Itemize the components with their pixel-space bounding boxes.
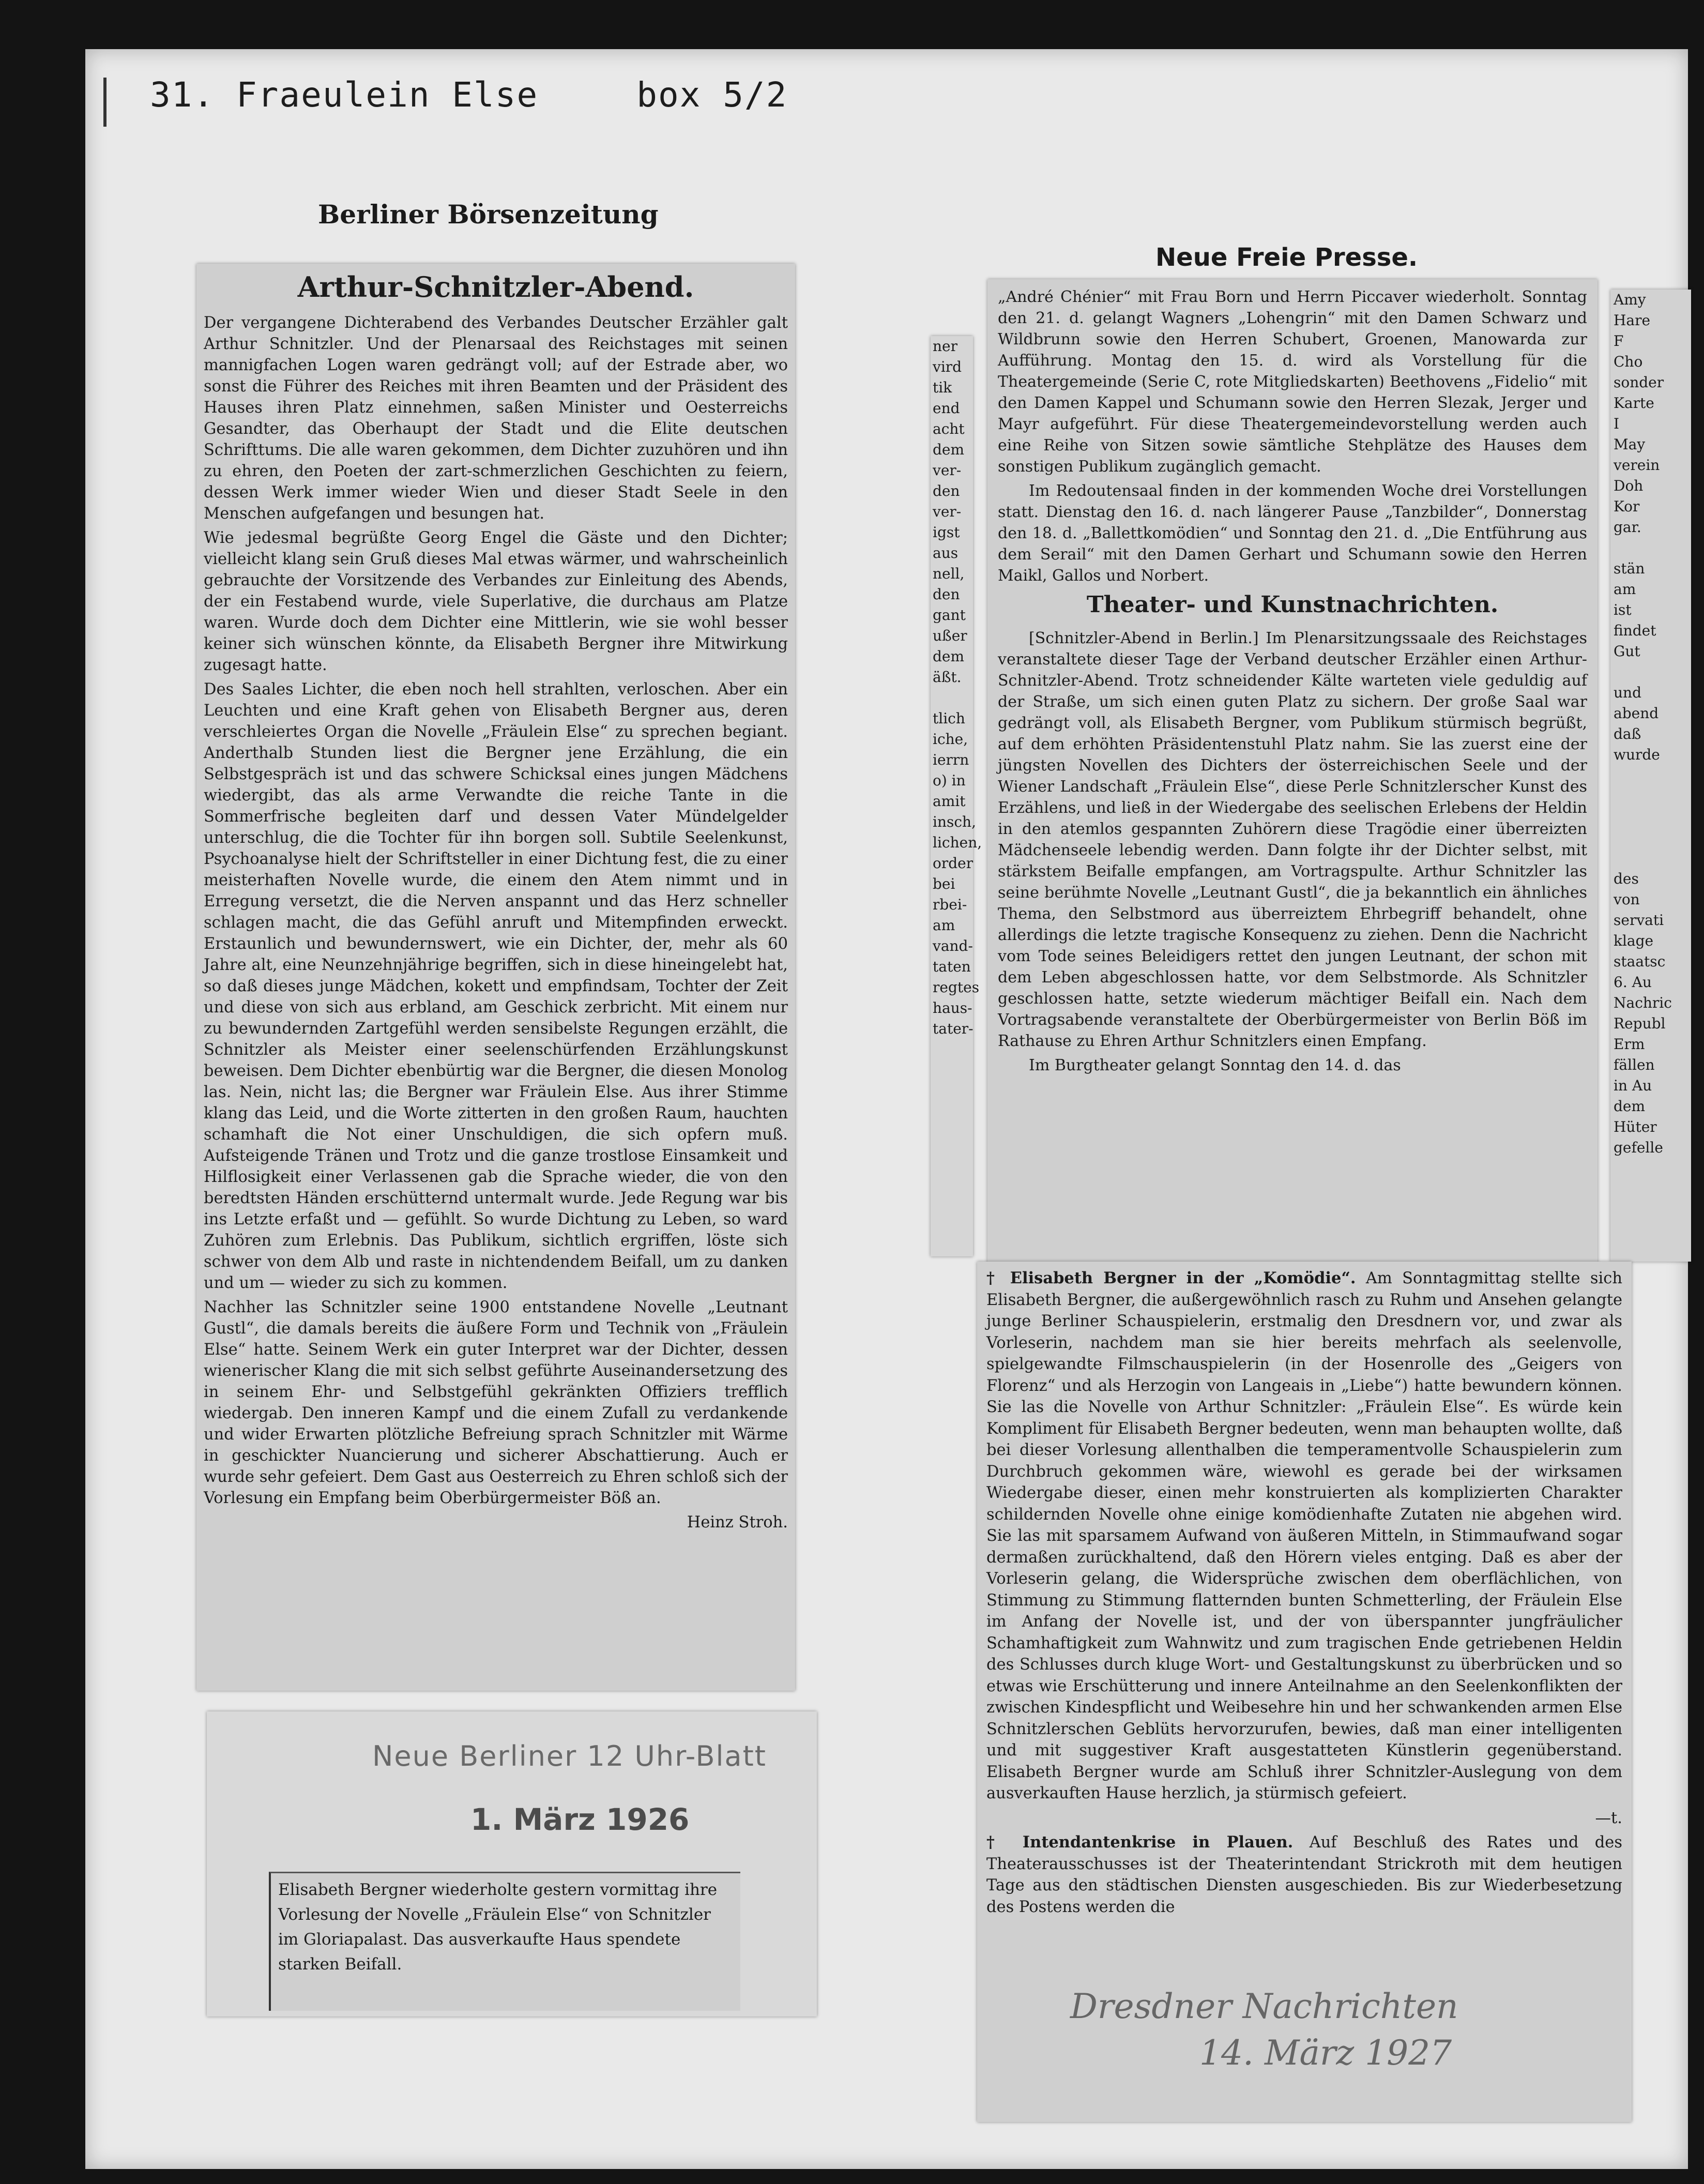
fragment-line: May — [1614, 436, 1646, 453]
fragment-line: Amy — [1614, 291, 1646, 308]
right-column-fragment — [1610, 290, 1691, 1262]
paragraph: Wie jedesmal begrüßte Georg Engel die Gäste und den Dichter; vielleicht klang sein Gruß dieses Mal etwas wärmer, und wahrscheinlich gebrauchte der Vorsitzende des Verbandes zur Einleitung des Abends, der ein Festabend wurde, viele Superlative, die durchaus am Platze waren. Wurde doch dem Dichter eine Mittlerin, wie sie wohl besser keiner sich wünschen könnte, da Elisabeth Bergner ihre Mitwirkung zugesagt hatte. — [204, 529, 788, 674]
fragment-line: dem — [933, 441, 965, 458]
fragment-line: den — [933, 482, 960, 499]
paragraph: Im Redoutensaal finden in der kommenden Woche drei Vorstellungen statt. Dienstag den 16. d. nach längerer Pause „Tanzbilder“, Donnerstag den 18. d. „Ballettkomödien“ und Sonntag den 21. d. „Die Entführung aus dem Serail“ mit den Damen Gerhart und Schumann sowie den Herren Maikl, Gallos und Norbert. — [998, 482, 1587, 585]
paragraph: Des Saales Lichter, die eben noch hell strahlten, verloschen. Aber ein Leuchten und eine Kraft gehen von Elisabeth Bergner aus, deren verschleiertes Organ die Novelle „Fräulein Else“ zu sprechen begiant. Anderthalb Stunden liest die Bergner jene Erzählung, die ein Selbstgespräch ist und das schwere Schicksal eines jungen Mädchens wiedergibt, das als arme Verwandte die reiche Tante in die Sommerfrische begleiten darf und dessen Vater Mündelgelder unterschlug, die die Tochter für ihn borgen soll. Subtile Seelenkunst, Psychoanalyse hielt der Schriftsteller in einer Dichtung fest, die zu einer meisterhaften Novelle wurde, die einem den Atem nimmt und in Erregung versetzt, die die Nerven anspannt und das Herz schneller schlagen macht, die das Gefühl anruft und Mitempfinden erweckt. Erstaunlich und bewundernswert, wie ein Dichter, der, mehr als 60 Jahre alt, eine Neunzehnjährige begriffen, sich in diese hineingelebt hat, so daß dieses junge Mädchen, kokett und empfindsam, Tochter der Zeit und diese von sich aus erbland, am Geschick zerbricht. Mit einem nur zu bewundernden Zartgefühl werden sensibelste Regungen erzählt, die Schnitzler als Meister einer seelenschürfenden Erzählungskunst beweisen. Dem Dichter ebenbürtig war die Bergner, die diesen Monolog las. Nein, nicht las; die Bergner war Fräulein Else. Aus ihrer Stimme klang das Leid, und die Worte zitterten in den großen Raum, hauchten schamhaft die Not einer Unschuldigen, die sich opfern muß. Aufsteigende Tränen und Trotz und die ganze trostlose Einsamkeit und Hilflosigkeit einer Verlassenen gab die Sprache wieder, die von den beredtsten Händen erschütternd untermalt wurde. Jede Regung war bis ins Letzte erfaßt und — gefühlt. So wurde Dichtung zu Leben, so ward Zuhören zum Erlebnis. Das Publikum, sichtlich ergriffen, löste sich schwer von dem Alb und raste in nichtendendem Beifall, um zu danken und um — wieder zu sich zu kommen. — [204, 680, 788, 1292]
fragment-line: I — [1614, 415, 1620, 432]
paper-stamp: Neue Berliner 12 Uhr-Blatt — [372, 1740, 767, 1772]
fragment-line: von — [1614, 891, 1640, 908]
paragraph: Im Burgtheater gelangt Sonntag den 14. d. das — [1029, 1056, 1401, 1074]
paragraph: [Schnitzler-Abend in Berlin.] Im Plenarsitzungssaale des Reichstages veranstaltete dieser Tage der Verband deutscher Erzähler einen Arthur-Schnitzler-Abend. Trotz schneidender Kälte warteten viele geduldig auf der Straße, um sich einen guten Platz zu sichern. Der große Saal war gedrängt voll, als Elisabeth Bergner, vom Publikum stürmisch begrüßt, auf dem erhöhten Präsidentenstuhl Platz nahm. Sie las zuerst eine der jüngsten Novellen des Dichters der österreichischen Seele und der Wiener Landschaft „Fräulein Else“, diese Perle Schnitzlerscher Kunst des Erzählens, und ließ in der Wiedergabe des seelischen Erlebens der Heldin in den atemlos gespannten Zuhörern diese Tragödie einer überreizten Mädchenseele lebendig werden. Dann folgte ihr der Dichter selbst, mit stärkstem Beifalle empfangen, am Vortragspulte. Arthur Schnitzler las seine berühmte Novelle „Leutnant Gustl“, die ja bekanntlich ein ähnliches Thema, den Selbstmord aus überreiztem Ehrbegriff behandelt, ohne allerdings die letzte tragische Konsequenz zu ziehen. Denn die Nachricht vom Tode seines Beleidigers rettet den jungen Leutnant, der schon mit dem Leben abgeschlossen hatte, vor dem Selbstmorde. Als Schnitzler geschlossen hatte, setzte wiederum mächtiger Beifall ein. Nach dem Vortragsabende veranstaltete der Oberbürgermeister von Berlin Böß im Rathause zu Ehren Arthur Schnitzlers einen Empfang. — [998, 629, 1587, 1050]
fragment-line — [933, 688, 973, 708]
fragment-line: tik — [933, 379, 952, 396]
section-title: Theater- und Kunstnachrichten. — [1086, 592, 1499, 618]
article-title: Arthur-Schnitzler-Abend. — [297, 270, 694, 304]
paragraph: Auf Beschluß des Rates und des Theaterausschusses ist der Theaterintendant Strickroth mit dem heutigen Tage aus den städtischen Diensten ausgeschieden. Bis zur Wiederbesetzung des Postens werden die — [986, 1833, 1622, 1916]
fragment-line: äßt. — [933, 669, 962, 686]
box-label: box 5/2 — [636, 75, 788, 115]
fragment-line: tater- — [933, 1020, 973, 1037]
fragment-line: ver- — [933, 462, 962, 479]
fragment-line: ist — [1614, 601, 1632, 618]
fragment-line: gant — [933, 606, 966, 624]
fragment-line: vird — [933, 358, 962, 375]
paragraph: Am Sonntagmittag stellte sich Elisabeth Bergner, die außergewöhnlich rasch zu Ruhm und Ansehen gelangte junge Berliner Schauspielerin, erstmalig den Dresdnern vor, und zwar als Vorleserin, nachdem man sie hier bereits mehrfach als seelenvolle, spielgewandte Filmschauspielerin (in der Hosenrolle des „Geigers von Florenz“ und als Herzogin von Langeais in „Liebe“) hatte bewundern können. Sie las die Novelle von Arthur Schnitzler: „Fräulein Else“. Es würde kein Kompliment für Elisabeth Bergner bedeuten, wenn man behaupten wollte, daß bei dieser Vorlesung allenthalben die temperamentvolle Schauspielerin zum Durchbruch gekommen wäre, wiewohl es gerade bei der wirksamen Wiedergabe dieser, einen mehr konstruierten als komplizierten Charakter schildernden Novelle ohne einige komödienhafte Zutaten nie abgehen wird. Sie las mit sparsamem Aufwand von äußeren Mitteln, in Stimmaufwand sogar dermaßen zurückhaltend, daß den Hörern vieles entging. Daß es aber der Vorleserin gelang, die Widersprüche zwischen dem oberflächlichen, von Stimmung zu Stimmung flatternden bunten Schmetterling, der Fräulein Else im Anfang der Novelle ist, und der von überspannter jungfräulicher Schamhaftigkeit zum Wahnwitz und zum tragischen Ende getriebenen Heldin des Schlusses durch kluge Wort- und Gestaltungskunst zu überbrücken und so etwas wie Erschütterung und innere Anteilnahme an den Seelenkonflikten der zwischen Kindespflicht und Weibesehre hin und her schwankenden armen Else Schnitzlerschen Geblüts hervorzurufen, bewies, daß man einer intelligenten und mit suggestiver Kraft ausgestatteten Künstlerin gegenüberstand. Elisabeth Bergner wurde am Schluß ihrer Schnitzler-Auslegung von dem ausverkauften Hause herzlich, ja stürmisch gefeiert. — [986, 1269, 1622, 1802]
fragment-line: abend — [1614, 705, 1659, 722]
fragment-line: ierrn — [933, 751, 969, 768]
fragment-line: am — [933, 917, 955, 934]
fragment-line: findet — [1614, 622, 1656, 639]
paragraph: „André Chénier“ mit Frau Born und Herrn Piccaver wiederholt. Sonntag den 21. d. gelangt Wagners „Lohengrin“ mit den Damen Schwarz und Wildbrunn sowie den Herren Schubert, Groenen, Manowarda zur Aufführung. Montag den 15. d. wird als Vorstellung für die Theatergemeinde (Serie C, rote Mitgliedskarten) Beethovens „Fidelio“ mit den Damen Kappel und Schumann sowie den Herren Slezak, Jerger und Mayr aufgeführt. Für diese Theatergemeindevorstellung werden auch eine Reihe von Sitzen sowie sämtliche Stehplätze des Hauses dem sonstigen Publikum zugänglich gemacht. — [998, 288, 1587, 476]
fragment-line: iche, — [933, 731, 968, 748]
fragment-line: sonder — [1614, 374, 1664, 391]
paragraph: Nachher las Schnitzler seine 1900 entstandene Novelle „Leutnant Gustl“, die damals bereits die äußere Form und Technik von „Fräulein Else“ hatte. Seinem Werk ein guter Interpret war der Dichter, dessen wienerischer Klang die mit sich selbst geführte Auseinandersetzung des in seinem Ehr- und Selbstgefühl gekränkten Offiziers trefflich wiedergab. Den inneren Kampf und die einem Zufall zu verdankende und wider Erwarten plötzliche Befreiung sprach Schnitzler mit Wärme in geschickter Nuancierung und sicherer Abschattierung. Auch er wurde sehr gefeiert. Dem Gast aus Oesterreich zu Ehren schloß sich der Vorlesung ein Empfang beim Oberbürgermeister Böß an. — [204, 1298, 788, 1507]
fragment-line — [1614, 848, 1691, 869]
fragment-line: amit — [933, 793, 966, 810]
fragment-line: und — [1614, 684, 1641, 701]
page-header — [150, 75, 787, 115]
fragment-line: klage — [1614, 932, 1654, 949]
paragraph: Der vergangene Dichterabend des Verbandes Deutscher Erzähler galt Arthur Schnitzler. Und der Plenarsaal des Reichstages mit seinen mannigfachen Logen waren gedrängt voll; auf der Estrade aber, wo sonst die Führer des Reiches mit ihren Beamten und der Präsident des Hauses ihren Platz einnehmen, saßen Minister und Oesterreichs Gesandter, das Oberhaupt der Stadt und die Elite deutschen Schrifttums. Die alle waren gekommen, dem Dichter zuzuhören und ihn zu ehren, den Poeten der zart-schmerzlichen Geschichten zu feiern, dessen Werk immer wieder Wien und dieser Stadt Seele in den Menschen aufgefangen und besungen hat. — [204, 314, 788, 523]
item-signature: —t. — [1595, 1809, 1622, 1827]
masthead-neue-freie-presse: Neue Freie Presse. — [1155, 243, 1418, 272]
clipping-boersenzeitung — [196, 264, 795, 1691]
fragment-line: tlich — [933, 710, 965, 727]
fragment-line: ußer — [933, 627, 967, 644]
folder-label: 31. Fraeulein Else — [150, 75, 539, 115]
clipping-dresdner-nachrichten — [977, 1262, 1632, 2122]
fragment-line: end — [933, 400, 960, 417]
fragment-line — [1614, 807, 1691, 827]
fragment-line: order — [933, 855, 973, 872]
fragment-line: lichen, — [933, 834, 982, 851]
fragment-line: Hare — [1614, 312, 1651, 329]
fragment-line: insch, — [933, 813, 976, 830]
fragment-line: Doh — [1614, 477, 1644, 494]
masthead-boersenzeitung: Berliner Börsenzeitung — [318, 199, 659, 230]
fragment-line: regtes — [933, 979, 980, 996]
fragment-line: servati — [1614, 912, 1664, 929]
fragment-line: am — [1614, 581, 1636, 598]
folder-bracket — [103, 78, 106, 127]
fragment-line — [1614, 662, 1691, 682]
fragment-line: fällen — [1614, 1056, 1655, 1073]
fragment-line: des — [1614, 870, 1639, 887]
fragment-line — [1614, 538, 1691, 558]
fragment-line: stän — [1614, 560, 1645, 577]
item-title: † Intendantenkrise in Plauen. — [986, 1833, 1294, 1852]
fragment-line: Kor — [1614, 498, 1640, 515]
fragment-line: Karte — [1614, 395, 1654, 412]
fragment-line: taten — [933, 958, 971, 975]
fragment-line: wurde — [1614, 746, 1660, 763]
fragment-line: ver- — [933, 503, 962, 520]
fragment-line: Hüter — [1614, 1118, 1657, 1135]
fragment-line: dem — [1614, 1098, 1646, 1115]
fragment-line: rbei- — [933, 896, 967, 913]
fragment-line: gefelle — [1614, 1139, 1663, 1156]
fragment-line: 6. Au — [1614, 974, 1652, 991]
fragment-line: staatsc — [1614, 953, 1666, 970]
fragment-line: igst — [933, 524, 960, 541]
fragment-line: den — [933, 586, 960, 603]
fragment-line: Erm — [1614, 1036, 1645, 1053]
fragment-line: verein — [1614, 457, 1660, 474]
fragment-line: o) in — [933, 772, 966, 789]
fragment-line: ner — [933, 338, 957, 355]
item-title: † Elisabeth Bergner in der „Komödie“. — [986, 1269, 1356, 1287]
fragment-line: gar. — [1614, 519, 1641, 536]
fragment-line: F — [1614, 332, 1624, 350]
fragment-line: vand- — [933, 937, 973, 954]
fragment-line — [1614, 765, 1691, 786]
date-stamp: 1. März 1926 — [470, 1802, 690, 1837]
fragment-line: in Au — [1614, 1077, 1652, 1094]
fragment-line: daß — [1614, 725, 1641, 742]
fragment-line: Republ — [1614, 1015, 1666, 1032]
fragment-line: bei — [933, 875, 955, 892]
fragment-line: acht — [933, 420, 965, 437]
fragment-line: aus — [933, 544, 958, 562]
fragment-line — [1614, 827, 1691, 848]
fragment-line: haus- — [933, 999, 972, 1017]
signature: Heinz Stroh. — [687, 1513, 788, 1531]
fragment-line — [1614, 786, 1691, 807]
handwritten-source: Dresdner Nachrichten — [1070, 1986, 1458, 2026]
clipping-neue-freie-presse — [987, 279, 1598, 1271]
fragment-line: Cho — [1614, 353, 1643, 370]
fragment-line: Gut — [1614, 643, 1640, 660]
left-column-fragment — [931, 336, 982, 1256]
handwritten-date: 14. März 1927 — [1199, 2033, 1452, 2073]
clipping-12-uhr-blatt — [207, 1711, 817, 2016]
fragment-line: dem — [933, 648, 965, 665]
fragment-line: nell, — [933, 565, 965, 582]
fragment-line: Nachric — [1614, 994, 1672, 1011]
notice-text: Elisabeth Bergner wiederholte gestern vormittag ihre Vorlesung der Novelle „Fräulein Else“ von Schnitzler im Gloriapalast. Das ausverkaufte Haus spendete starken Beifall. — [269, 1872, 740, 2011]
